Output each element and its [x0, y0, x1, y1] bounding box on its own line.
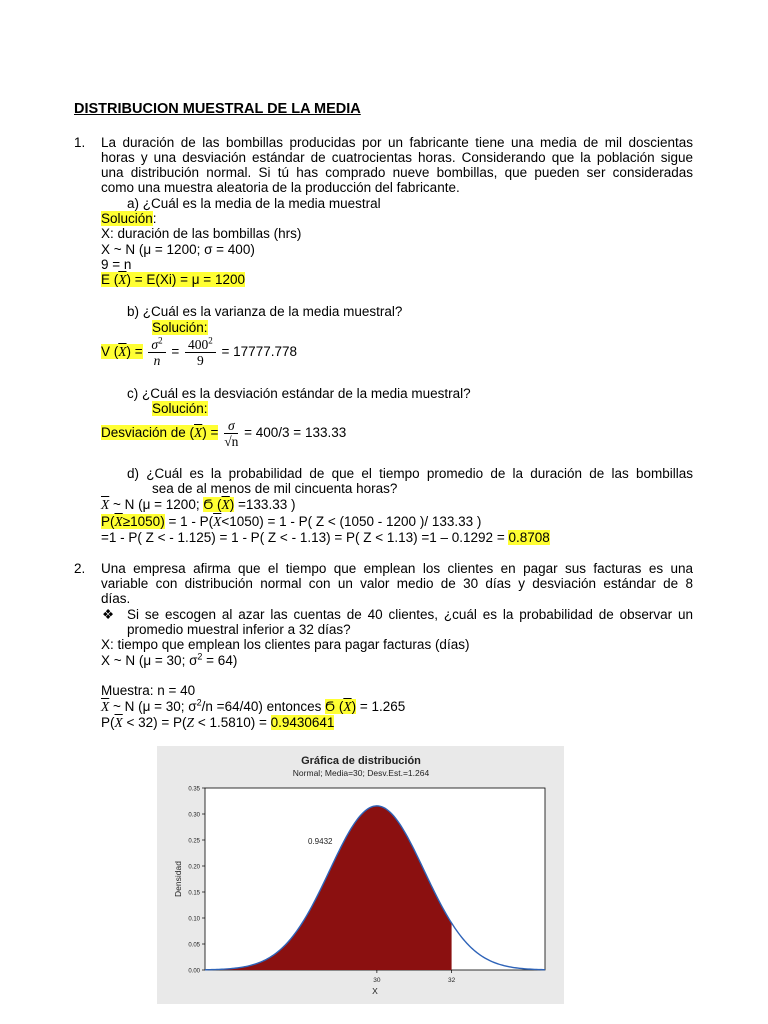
sample-size-2: Muestra: n = 40 [101, 683, 196, 698]
problem-1-line: una distribución normal. Si tú has comprado nueve bombillas, que pueden ser consideradas [101, 165, 693, 180]
y-tick-label: 0.30 [188, 812, 200, 819]
problem-2-number: 2. [74, 561, 86, 576]
y-tick-label: 0.05 [188, 942, 200, 949]
question-c: c) ¿Cuál es la desviación estándar de la media muestral? [127, 386, 471, 401]
problem-2-line: variable con distribución normal con un valor medio de 30 días y desviación estándar de 8 [101, 576, 693, 591]
variance-formula: V $(\overline{X})$ = $\frac{\sigma^2}{n}$ = $\frac{400^2}{9}$ = 17777.778 [101, 335, 297, 368]
distribution-chart [157, 746, 564, 1004]
y-tick-label: 0.00 [188, 968, 200, 975]
std-dev-fraction: $\frac{\sigma}{√n}$ [224, 417, 239, 449]
distribution-chart-svg [157, 746, 564, 1004]
bullet-question-line: Si se escogen al azar las cuentas de 40 clientes, ¿cuál es la probabilidad de observar un [127, 607, 693, 622]
x-tick-label: 32 [447, 977, 456, 984]
probability-step-2: =1 - P( Z < - 1.125) = 1 - P( Z < - 1.13) = P( Z < 1.13) =1 – 0.1292 = 0.8708 [101, 530, 550, 545]
x-axis-label: X [372, 986, 378, 996]
variable-definition: X: duración de las bombillas (hrs) [101, 226, 302, 241]
sample-mean-distribution-2: $\overline{X}$ ~ N (μ = 30; $\sigma^2/n =64/40$) entonces Ϭ $(\overline{X}) = 1.265$ [101, 697, 406, 714]
problem-2-line: días. [101, 591, 131, 606]
y-tick-label: 0.10 [188, 916, 200, 923]
chart-subtitle: Normal; Media=30; Desv.Est.=1.264 [292, 768, 430, 778]
solution-b-label: Solución: [152, 320, 208, 335]
y-tick-label: 0.20 [188, 864, 200, 871]
population-distribution-2: X ~ N (μ = 30; $\sigma^2 = 64$) [101, 651, 238, 668]
y-tick-label: 0.25 [188, 838, 200, 845]
probability-result-2: 0.9430641 [270, 715, 335, 730]
solution-c-label: Solución: [152, 401, 208, 416]
probability-calculation-2: $P(\overline{X} < 32) = P(Z < 1.5810) = 0.9430641$ [101, 715, 335, 730]
problem-1-line: horas y una desviación estándar de cuatrocientas horas. Considerando que la población sigue [101, 150, 693, 165]
variance-fraction-1: $\frac{\sigma^2}{n}$ [148, 337, 165, 368]
solution-a-label: Solución: [101, 211, 157, 226]
expected-value-result: E $(\overline{X}) = E(Xi) = \mu = 1200$ [101, 272, 245, 287]
sample-mean-distribution: $\overline{X}$ ~ N (μ = 1200; Ϭ $(\overline{X}) =133.33$ ) [101, 497, 296, 512]
page-title: DISTRIBUCION MUESTRAL DE LA MEDIA [74, 101, 361, 117]
question-a: a) ¿Cuál es la media de la media muestral [127, 196, 381, 211]
question-d-line: d) ¿Cuál es la probabilidad de que el tiempo promedio de la duración de las bombillas [127, 466, 693, 481]
bullet-question-line: promedio muestral inferior a 32 días? [127, 622, 351, 637]
y-tick-label: 0.15 [188, 890, 200, 897]
probability-annotation: 0.9432 [308, 837, 333, 846]
y-axis-label: Densidad [173, 861, 183, 897]
variance-fraction-2: $\frac{400^2}{9}$ [185, 337, 216, 368]
y-tick-label: 0.35 [188, 786, 200, 793]
sample-size: 9 = n [101, 257, 132, 272]
population-distribution: X ~ N (μ = 1200; σ = 400) [101, 242, 255, 257]
problem-1-number: 1. [74, 135, 86, 150]
question-d-line: sea de al menos de mil cincuenta horas? [152, 481, 398, 496]
problem-1-line: La duración de las bombillas producidas por un fabricante tiene una media de mil doscientas [101, 135, 693, 150]
x-tick-label: 30 [373, 977, 381, 984]
question-b: b) ¿Cuál es la varianza de la media muestral? [127, 304, 403, 319]
problem-1-line: como una muestra aleatoria de la producción del fabricante. [101, 180, 460, 195]
chart-title: Gráfica de distribución [301, 755, 421, 767]
variable-definition-2: X: tiempo que emplean los clientes para pagar facturas (días) [101, 637, 470, 652]
problem-2-line: Una empresa afirma que el tiempo que emplean los clientes en pagar sus facturas es una [101, 561, 693, 576]
bullet-icon: ❖ [102, 607, 115, 622]
probability-step-1: $P(\overline{X}\ge 1050) = 1 - P(\overline{X}<1050) = 1 - P$( Z < (1050 - 1200 )/ 133.33 ) [101, 514, 482, 529]
probability-result: 0.8708 [508, 530, 550, 545]
std-dev-formula: Desviación de $(\overline{X})$ = $\frac{\sigma}{√n}$ = 400/3 = 133.33 [101, 417, 347, 449]
